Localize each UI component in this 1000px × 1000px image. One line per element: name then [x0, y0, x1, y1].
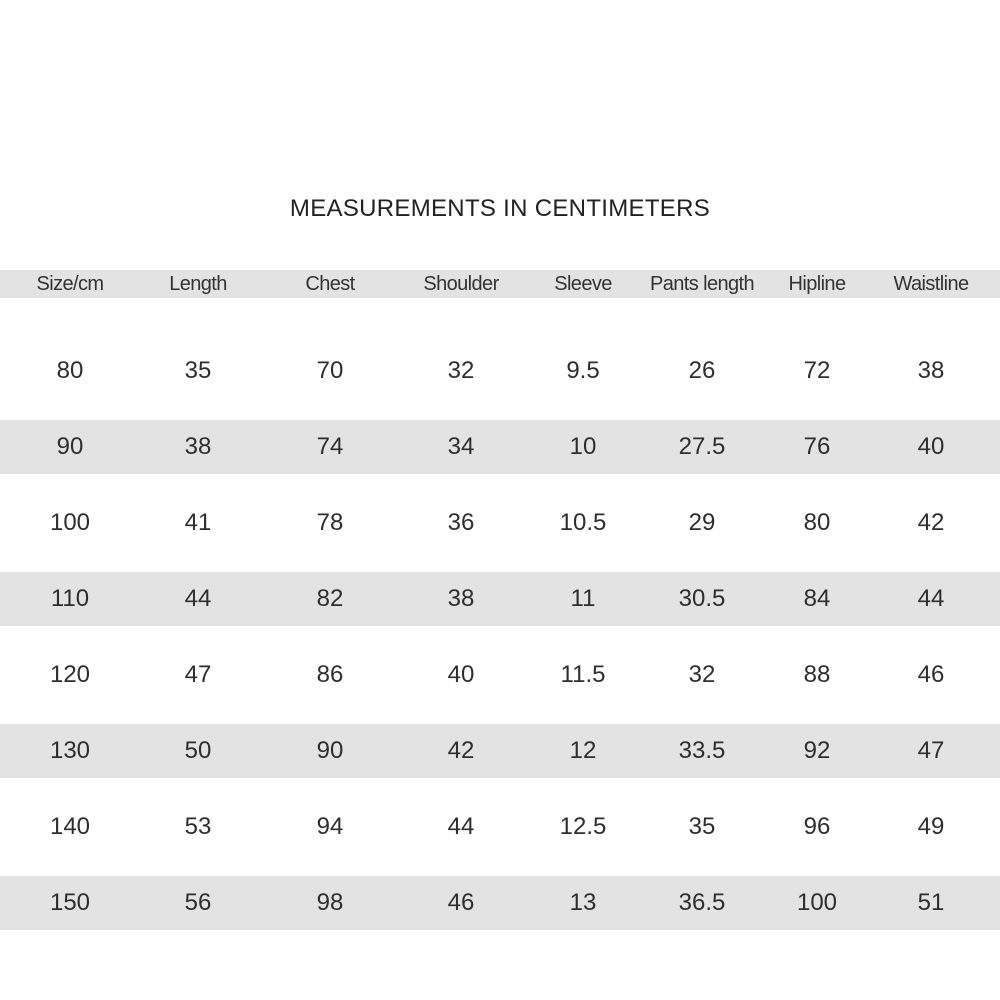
cell-waistline: 38: [917, 357, 945, 384]
cell-pants-length: 30.5: [678, 585, 726, 612]
cell-pants-length: 35: [688, 813, 716, 840]
cell-sleeve: 10: [569, 433, 597, 460]
column-header-shoulder: Shoulder: [423, 272, 499, 295]
cell-hipline: 76: [803, 433, 831, 460]
size-table: [0, 270, 1000, 930]
cell-chest: 98: [316, 889, 344, 916]
table-row: [0, 724, 1000, 778]
cell-chest: 70: [316, 357, 344, 384]
cell-waistline: 46: [917, 661, 945, 688]
cell-sleeve: 12.5: [559, 813, 607, 840]
table-row: [0, 648, 1000, 702]
table-row: [0, 572, 1000, 626]
cell-shoulder: 40: [447, 661, 475, 688]
cell-chest: 90: [316, 737, 344, 764]
cell-waistline: 51: [917, 889, 945, 916]
cell-length: 50: [184, 737, 212, 764]
cell-sleeve: 12: [569, 737, 597, 764]
cell-chest: 74: [316, 433, 344, 460]
cell-waistline: 49: [917, 813, 945, 840]
cell-waistline: 47: [917, 737, 945, 764]
column-header-hipline: Hipline: [788, 272, 846, 295]
cell-pants-length: 27.5: [678, 433, 726, 460]
column-header-chest: Chest: [305, 272, 355, 295]
table-row: [0, 496, 1000, 550]
cell-shoulder: 36: [447, 509, 475, 536]
cell-hipline: 84: [803, 585, 831, 612]
cell-shoulder: 42: [447, 737, 475, 764]
table-row: [0, 876, 1000, 930]
table-row: [0, 420, 1000, 474]
cell-pants-length: 26: [688, 357, 716, 384]
table-row: [0, 800, 1000, 854]
cell-hipline: 96: [803, 813, 831, 840]
cell-size: 140: [49, 813, 91, 840]
cell-pants-length: 33.5: [678, 737, 726, 764]
cell-waistline: 40: [917, 433, 945, 460]
cell-waistline: 44: [917, 585, 945, 612]
cell-sleeve: 11: [570, 585, 596, 612]
cell-size: 150: [49, 889, 91, 916]
cell-waistline: 42: [917, 509, 945, 536]
cell-length: 44: [184, 585, 212, 612]
cell-shoulder: 44: [447, 813, 475, 840]
table-header-row: [0, 270, 1000, 298]
column-header-size: Size/cm: [36, 272, 104, 295]
cell-chest: 82: [316, 585, 344, 612]
cell-shoulder: 34: [447, 433, 475, 460]
cell-size: 100: [49, 509, 91, 536]
cell-hipline: 100: [796, 889, 838, 916]
cell-pants-length: 36.5: [678, 889, 726, 916]
cell-length: 56: [184, 889, 212, 916]
cell-size: 130: [49, 737, 91, 764]
column-header-waistline: Waistline: [893, 272, 969, 295]
column-header-sleeve: Sleeve: [554, 272, 612, 295]
cell-shoulder: 32: [447, 357, 475, 384]
cell-length: 47: [184, 661, 212, 688]
cell-size: 80: [56, 357, 84, 384]
cell-sleeve: 11.5: [560, 661, 606, 688]
cell-chest: 86: [316, 661, 344, 688]
cell-length: 41: [184, 509, 212, 536]
column-header-length: Length: [169, 272, 227, 295]
cell-pants-length: 29: [688, 509, 716, 536]
cell-length: 38: [184, 433, 212, 460]
table-row: [0, 344, 1000, 398]
column-header-pants-length: Pants length: [650, 272, 754, 295]
cell-length: 53: [184, 813, 212, 840]
cell-shoulder: 46: [447, 889, 475, 916]
table-body: [0, 344, 1000, 930]
cell-sleeve: 13: [569, 889, 597, 916]
cell-pants-length: 32: [688, 661, 716, 688]
page-title: MEASUREMENTS IN CENTIMETERS: [289, 195, 711, 222]
cell-chest: 78: [316, 509, 344, 536]
cell-chest: 94: [316, 813, 344, 840]
cell-hipline: 72: [803, 357, 831, 384]
cell-hipline: 88: [803, 661, 831, 688]
cell-hipline: 92: [803, 737, 831, 764]
cell-shoulder: 38: [447, 585, 475, 612]
cell-length: 35: [184, 357, 212, 384]
cell-sleeve: 9.5: [566, 357, 600, 384]
cell-sleeve: 10.5: [559, 509, 607, 536]
cell-size: 120: [49, 661, 91, 688]
cell-size: 90: [56, 433, 84, 460]
cell-hipline: 80: [803, 509, 831, 536]
cell-size: 110: [50, 585, 90, 612]
